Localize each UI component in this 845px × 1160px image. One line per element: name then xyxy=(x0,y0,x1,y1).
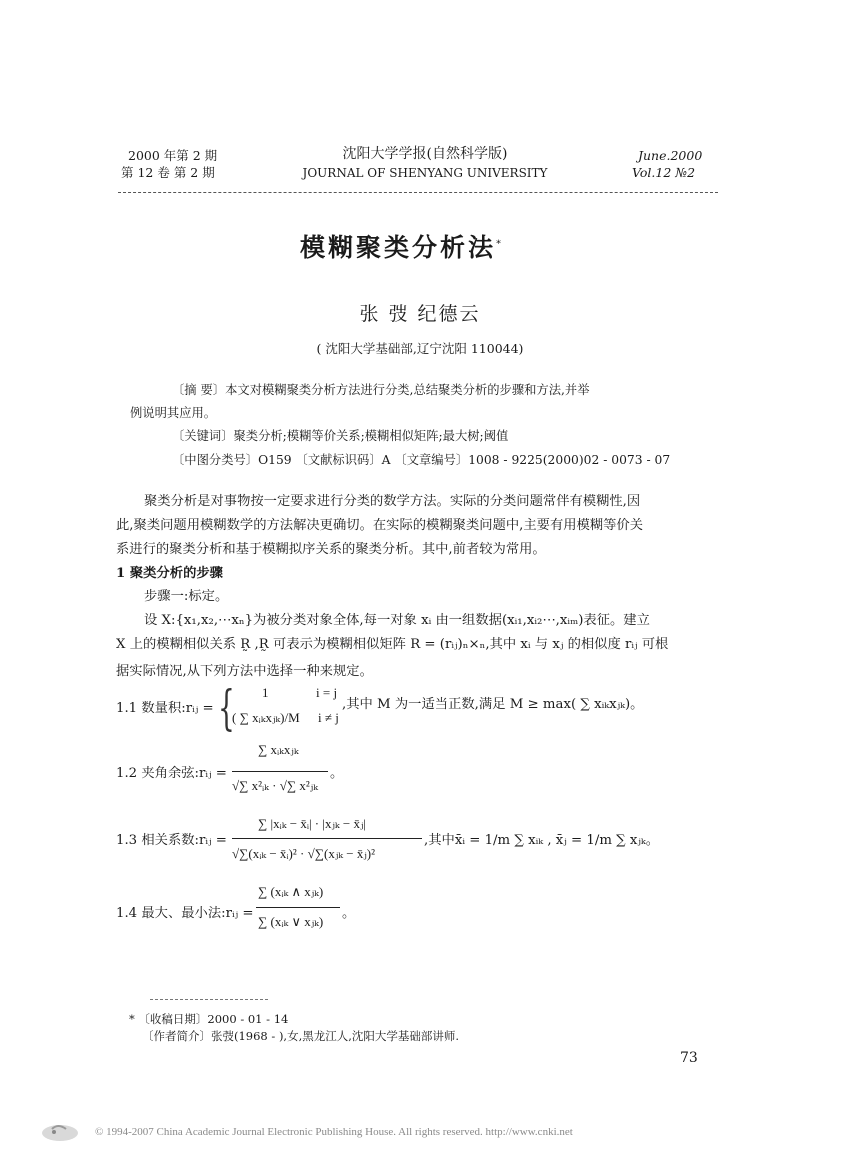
formula-1-1-cond-1: i = j xyxy=(316,685,338,700)
formula-1-4-denominator: ∑ (xᵢₖ ∨ xⱼₖ) xyxy=(258,914,324,929)
section-para-line-1: 设 X:{x₁,x₂,⋯xₙ}为被分类对象全体,每一对象 xᵢ 由一组数据(xᵢ₁,xᵢ₂⋯,xᵢₘ)表征。建立 xyxy=(144,613,650,628)
footnote-bio: 〔作者简介〕张弢(1968 - ),女,黑龙江人,沈阳大学基础部讲师. xyxy=(142,1029,460,1043)
section-heading: 1 聚类分析的步骤 xyxy=(116,566,223,581)
formula-1-4-numerator: ∑ (xᵢₖ ∧ xⱼₖ) xyxy=(258,884,324,899)
header-rule xyxy=(118,192,718,193)
keywords: 〔关键词〕聚类分析;模糊等价关系;模糊相似矩阵;最大树;阈值 xyxy=(172,429,509,443)
formula-1-1-case-2: ( ∑ xᵢₖxⱼₖ)/M xyxy=(232,710,300,725)
copyright-notice: © 1994-2007 China Academic Journal Electronic Publishing House. All rights reserved. http://www.cnki.net xyxy=(95,1126,573,1138)
section-para-line-3: 据实际情况,从下列方法中选择一种来规定。 xyxy=(116,664,373,679)
volume-number: Vol.12 №2 xyxy=(632,165,696,180)
journal-title-cn: 沈阳大学学报(自然科学版) xyxy=(342,146,508,162)
title-footnote-mark: * xyxy=(496,238,505,250)
formula-1-3-numerator: ∑ |xᵢₖ − x̄ᵢ| · |xⱼₖ − x̄ⱼ| xyxy=(258,816,367,831)
journal-title-en: JOURNAL OF SHENYANG UNIVERSITY xyxy=(302,166,548,180)
formula-1-1-cond-2: i ≠ j xyxy=(318,710,339,725)
intro-line-3: 系进行的聚类分析和基于模糊拟序关系的聚类分析。其中,前者较为常用。 xyxy=(116,542,546,557)
formula-1-3-tail: ,其中x̄ᵢ = 1/m ∑ xᵢₖ , x̄ⱼ = 1/m ∑ xⱼₖ。 xyxy=(424,833,660,848)
formula-1-3-denominator: √∑(xᵢₖ − x̄ᵢ)² · √∑(xⱼₖ − x̄ⱼ)² xyxy=(232,846,376,861)
formula-1-1-brace: { xyxy=(218,680,235,736)
publication-date: June.2000 xyxy=(638,148,703,163)
formula-1-4-tail: 。 xyxy=(342,906,356,921)
section-para-line-2: X 上的模糊相似关系 R̰ ,R̰ 可表示为模糊相似矩阵 R = (rᵢⱼ)ₙ×ₙ,其中 xᵢ 与 xⱼ 的相似度 rᵢⱼ 可根 xyxy=(116,637,669,652)
formula-1-4-label: 1.4 最大、最小法:rᵢⱼ = xyxy=(116,906,254,921)
issue-year: 2000 年第 2 期 xyxy=(128,148,218,163)
intro-line-1: 聚类分析是对事物按一定要求进行分类的数学方法。实际的分类问题常伴有模糊性,因 xyxy=(144,494,641,509)
affiliation: ( 沈阳大学基础部,辽宁沈阳 110044) xyxy=(316,341,524,356)
cnki-logo xyxy=(40,1119,80,1143)
formula-1-1-tail: ,其中 M 为一适当正数,满足 M ≥ max( ∑ xᵢₖxⱼₖ)。 xyxy=(342,697,644,712)
formula-1-2-denominator: √∑ x²ᵢₖ · √∑ x²ⱼₖ xyxy=(232,778,318,793)
step-one: 步骤一:标定。 xyxy=(144,589,229,604)
footnote-rule xyxy=(150,999,268,1000)
intro-line-2: 此,聚类问题用模糊数学的方法解决更确切。在实际的模糊聚类问题中,主要有用模糊等价关 xyxy=(116,518,644,533)
formula-1-2-label: 1.2 夹角余弦:rᵢⱼ = xyxy=(116,766,227,781)
classification: 〔中图分类号〕O159 〔文献标识码〕A 〔文章编号〕1008 - 9225(2000)02 - 0073 - 07 xyxy=(172,453,671,467)
authors: 张 弢 纪德云 xyxy=(359,303,481,325)
volume-issue-cn: 第 12 卷 第 2 期 xyxy=(121,165,215,180)
abstract-line-2: 例说明其应用。 xyxy=(130,406,217,420)
footnote-received: * 〔收稿日期〕2000 - 01 - 14 xyxy=(129,1012,289,1026)
formula-1-2-tail: 。 xyxy=(330,766,344,781)
formula-1-2-numerator: ∑ xᵢₖxⱼₖ xyxy=(258,742,299,757)
formula-1-1-case-1: 1 xyxy=(262,685,269,700)
cnki-logo-icon xyxy=(40,1119,80,1143)
paper-title: 模糊聚类分析法* xyxy=(300,233,505,262)
abstract-line-1: 〔摘 要〕本文对模糊聚类分析方法进行分类,总结聚类分析的步骤和方法,并举 xyxy=(172,383,590,397)
formula-1-3-label: 1.3 相关系数:rᵢⱼ = xyxy=(116,833,227,848)
footnote-mark: * xyxy=(129,1012,135,1026)
formula-1-4-fraction-bar xyxy=(256,907,340,908)
formula-1-1-label: 1.1 数量积:rᵢⱼ = xyxy=(116,701,214,716)
page-number: 73 xyxy=(680,1050,698,1066)
formula-1-2-fraction-bar xyxy=(232,771,328,772)
formula-1-3-fraction-bar xyxy=(232,838,422,839)
